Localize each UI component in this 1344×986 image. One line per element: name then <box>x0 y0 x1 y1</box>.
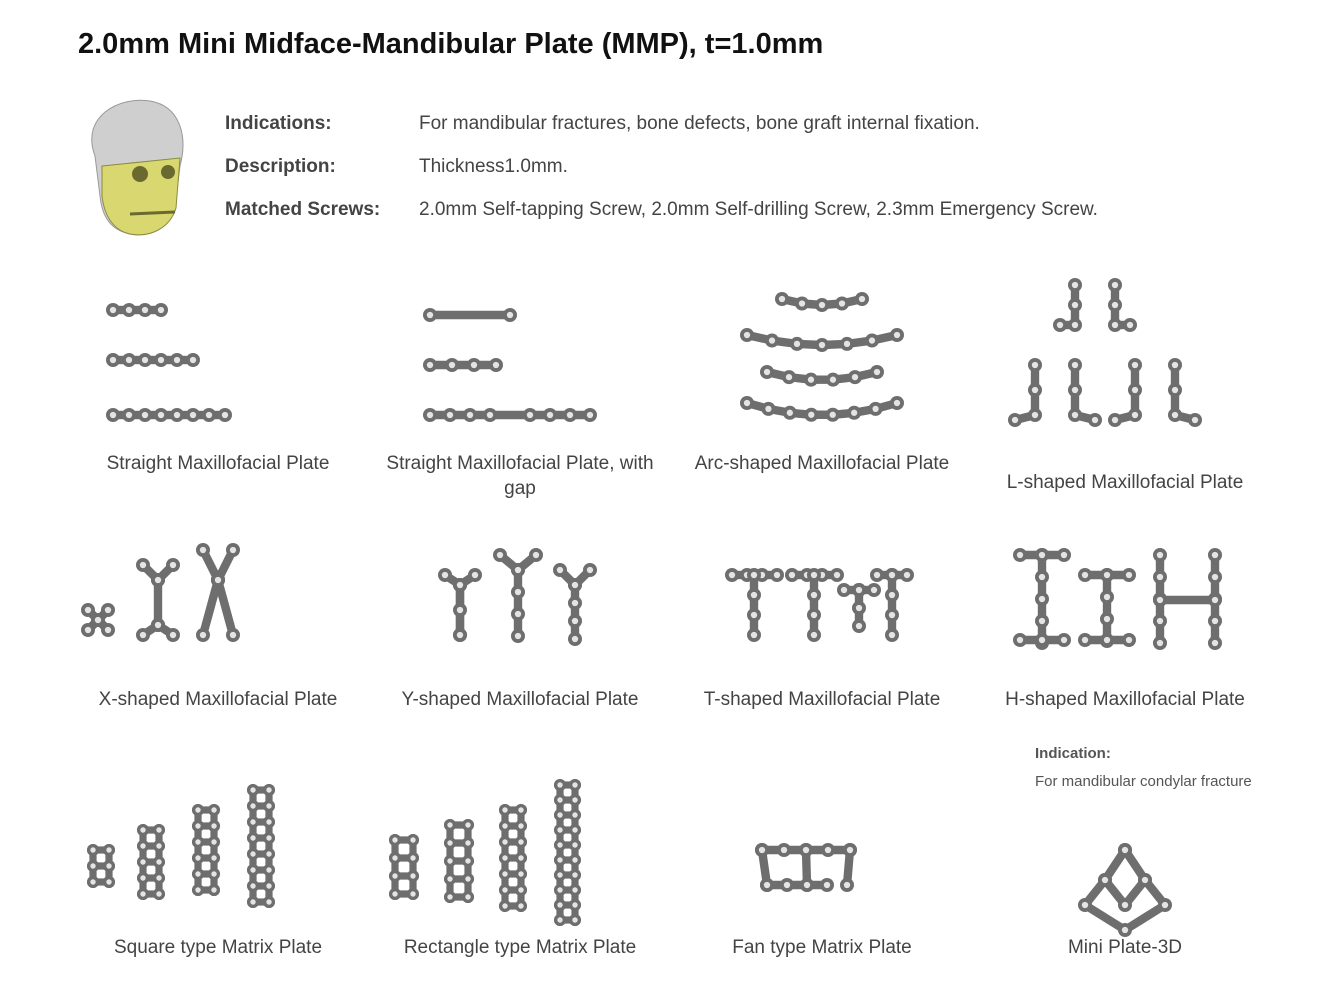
product-label: Straight Maxillofacial Plate <box>106 453 330 474</box>
product-label: Fan type Matrix Plate <box>732 937 912 958</box>
product-label: Mini Plate-3D <box>1067 937 1183 958</box>
product-card <box>68 535 368 710</box>
product-card <box>672 270 972 474</box>
product-label: Arc-shaped Maxillofacial Plate <box>694 453 950 474</box>
plate-image <box>68 760 368 930</box>
skull-image <box>80 96 190 241</box>
product-card <box>672 535 972 710</box>
product-label: L-shaped Maxillofacial Plate <box>1006 472 1244 493</box>
info-value: 2.0mm Self-tapping Screw, 2.0mm Self-drilling Screw, 2.3mm Emergency Screw. <box>419 199 1098 220</box>
info-key: Matched Screws: <box>225 199 381 220</box>
indication-text: For mandibular condylar fracture <box>1035 773 1252 790</box>
product-label: T-shaped Maxillofacial Plate <box>703 689 941 710</box>
product-card <box>672 760 972 958</box>
product-card <box>975 790 1275 958</box>
product-card <box>975 270 1275 493</box>
plate-image <box>370 535 670 685</box>
page-title: 2.0mm Mini Midface-Mandibular Plate (MMP), t=1.0mm <box>78 28 824 60</box>
product-label: Rectangle type Matrix Plate <box>403 937 637 958</box>
plate-image <box>672 270 972 445</box>
info-value: Thickness1.0mm. <box>419 156 568 177</box>
plate-image <box>68 535 368 685</box>
plate-image <box>975 535 1275 685</box>
product-label: Straight Maxillofacial Plate, with gap <box>386 453 654 499</box>
plate-image <box>672 535 972 685</box>
plate-image <box>975 270 1275 445</box>
plate-image <box>370 270 670 445</box>
plate-image <box>370 760 670 930</box>
plate-image <box>672 760 972 930</box>
product-card <box>68 760 368 958</box>
product-card <box>370 270 670 499</box>
product-card <box>975 535 1275 710</box>
product-card <box>370 535 670 710</box>
plate-image <box>975 790 1275 940</box>
product-label: H-shaped Maxillofacial Plate <box>1005 689 1245 710</box>
product-card <box>370 760 670 958</box>
product-label: Y-shaped Maxillofacial Plate <box>401 689 639 710</box>
indication-heading: Indication: <box>1035 745 1111 762</box>
plate-image <box>68 270 368 445</box>
product-label: Square type Matrix Plate <box>113 937 323 958</box>
info-value: For mandibular fractures, bone defects, bone graft internal fixation. <box>419 113 980 134</box>
info-key: Indications: <box>225 113 332 134</box>
info-key: Description: <box>225 156 336 177</box>
product-label: X-shaped Maxillofacial Plate <box>98 689 338 710</box>
product-card <box>68 270 368 474</box>
